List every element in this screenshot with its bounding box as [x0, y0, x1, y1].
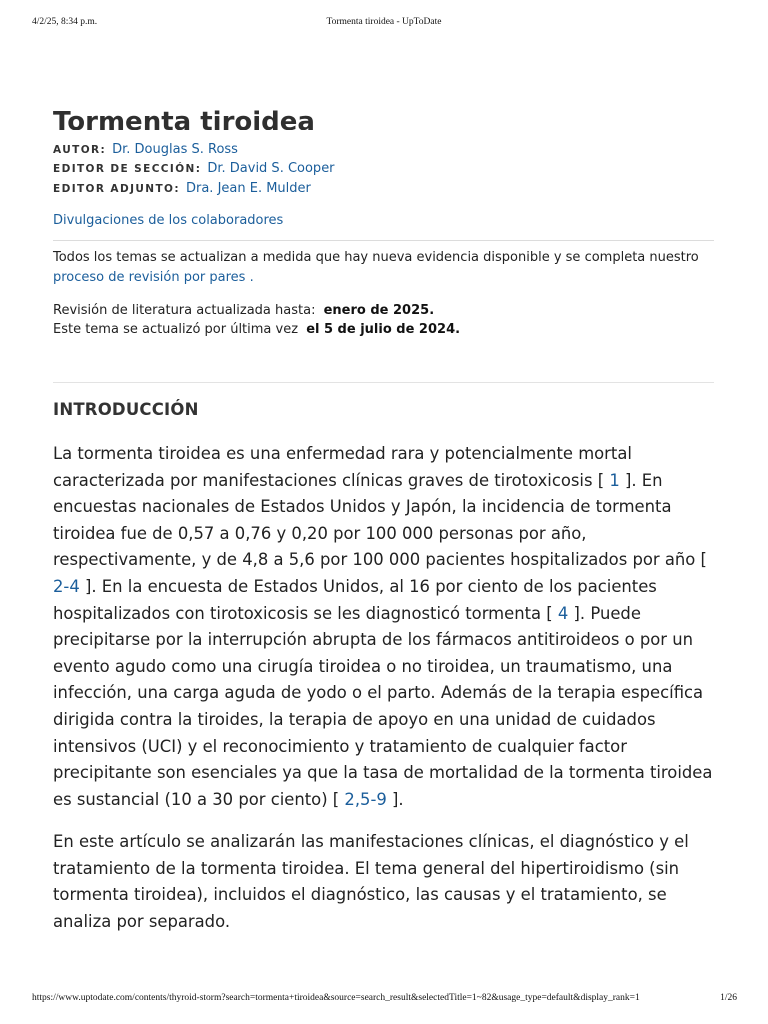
print-page-number: 1/26 [720, 993, 737, 1003]
deputy-editor-line [53, 180, 311, 198]
article-title-wrapper [53, 104, 315, 130]
literature-review-date: enero de 2025. [323, 303, 435, 318]
intro-paragraph-2: En este artículo se analizarán las manifestaciones clínicas, el diagnóstico y el tratamiento de la tormenta tiroidea. El tema general del hipertiroidismo (sin tormenta tiroidea), incluidos el diagnóstico, las causas y el tratamiento, se analiza por separado. [53, 832, 689, 931]
reference-link[interactable]: 4 [557, 603, 569, 623]
contributor-disclosures-link[interactable]: Divulgaciones de los colaboradores [53, 213, 284, 228]
notice-text: Todos los temas se actualizan a medida que hay nueva evidencia disponible y se completa nuestro [53, 250, 699, 265]
print-header [0, 17, 768, 31]
section-editor-role: EDITOR DE SECCIÓN: [53, 163, 202, 175]
paragraph-text: ]. [386, 789, 404, 809]
deputy-editor-link[interactable]: Dra. Jean E. Mulder [185, 181, 311, 196]
reference-link[interactable]: 2-4 [53, 576, 80, 596]
paragraph-text: La tormenta tiroidea es una enfermedad rara y potencialmente mortal caracterizada por manifestaciones clínicas graves de tirotoxicosis [ [53, 444, 632, 490]
intro-paragraph-1 [53, 441, 718, 813]
section-heading: INTRODUCCIÓN [53, 400, 199, 419]
paragraph-text: ]. Puede precipitarse por la interrupción abrupta de los fármacos antitiroideos o por un evento agudo como una cirugía tiroidea o no tiroidea, un traumatismo, una infección, una carga aguda de yodo o el parto. Además de la terapia específica dirigida contra la tiroides, la terapia de apoyo en una unidad de cuidados intensivos (UCI) y el reconocimiento y tratamiento de cualquier factor precipitante son esenciales ya que la tasa de mortalidad de la tormenta tiroidea es sustancial (10 a 30 por ciento) [ [53, 603, 713, 809]
author-link[interactable]: Dr. Douglas S. Ross [112, 142, 238, 157]
last-updated-date: el 5 de julio de 2024. [306, 322, 461, 337]
section-editor-link[interactable]: Dr. David S. Cooper [207, 161, 335, 176]
deputy-editor-role: EDITOR ADJUNTO: [53, 183, 180, 195]
print-url: https://www.uptodate.com/contents/thyroid-storm?search=tormenta+tiroidea&source=search_result&selectedTitle=1~82&usage_type=default&display_rank=1 [32, 993, 640, 1003]
review-dates [53, 301, 714, 339]
last-updated-label: Este tema se actualizó por última vez [53, 322, 299, 337]
divider [53, 240, 714, 241]
paragraph-text: ]. En encuestas nacionales de Estados Unidos y Japón, la incidencia de tormenta tiroidea fue de 0,57 a 0,76 y 0,20 por 100 000 personas por año, respectivamente, y de 4,8 a 5,6 por 100 000 pacientes hospitalizados por año [ [53, 470, 707, 570]
article-title: Tormenta tiroidea [53, 107, 315, 130]
reference-link[interactable]: 1 [609, 470, 620, 490]
print-footer [0, 993, 768, 1007]
reference-link[interactable]: 2,5-9 [344, 789, 387, 809]
author-line [53, 141, 238, 159]
author-role: AUTOR: [53, 144, 107, 156]
print-page-title: Tormenta tiroidea - UpToDate [326, 17, 442, 27]
print-datetime: 4/2/25, 8:34 p.m. [32, 17, 98, 27]
section-editor-line [53, 160, 335, 178]
peer-review-link[interactable]: proceso de revisión por pares [53, 270, 246, 285]
literature-review-label: Revisión de literatura actualizada hasta: [53, 303, 316, 318]
paragraph-text: ]. En la encuesta de Estados Unidos, al 16 por ciento de los pacientes hospitalizados con tirotoxicosis se les diagnosticó tormenta [ [53, 576, 657, 623]
update-notice [53, 248, 714, 288]
notice-end: . [245, 270, 254, 285]
divider [53, 382, 714, 383]
